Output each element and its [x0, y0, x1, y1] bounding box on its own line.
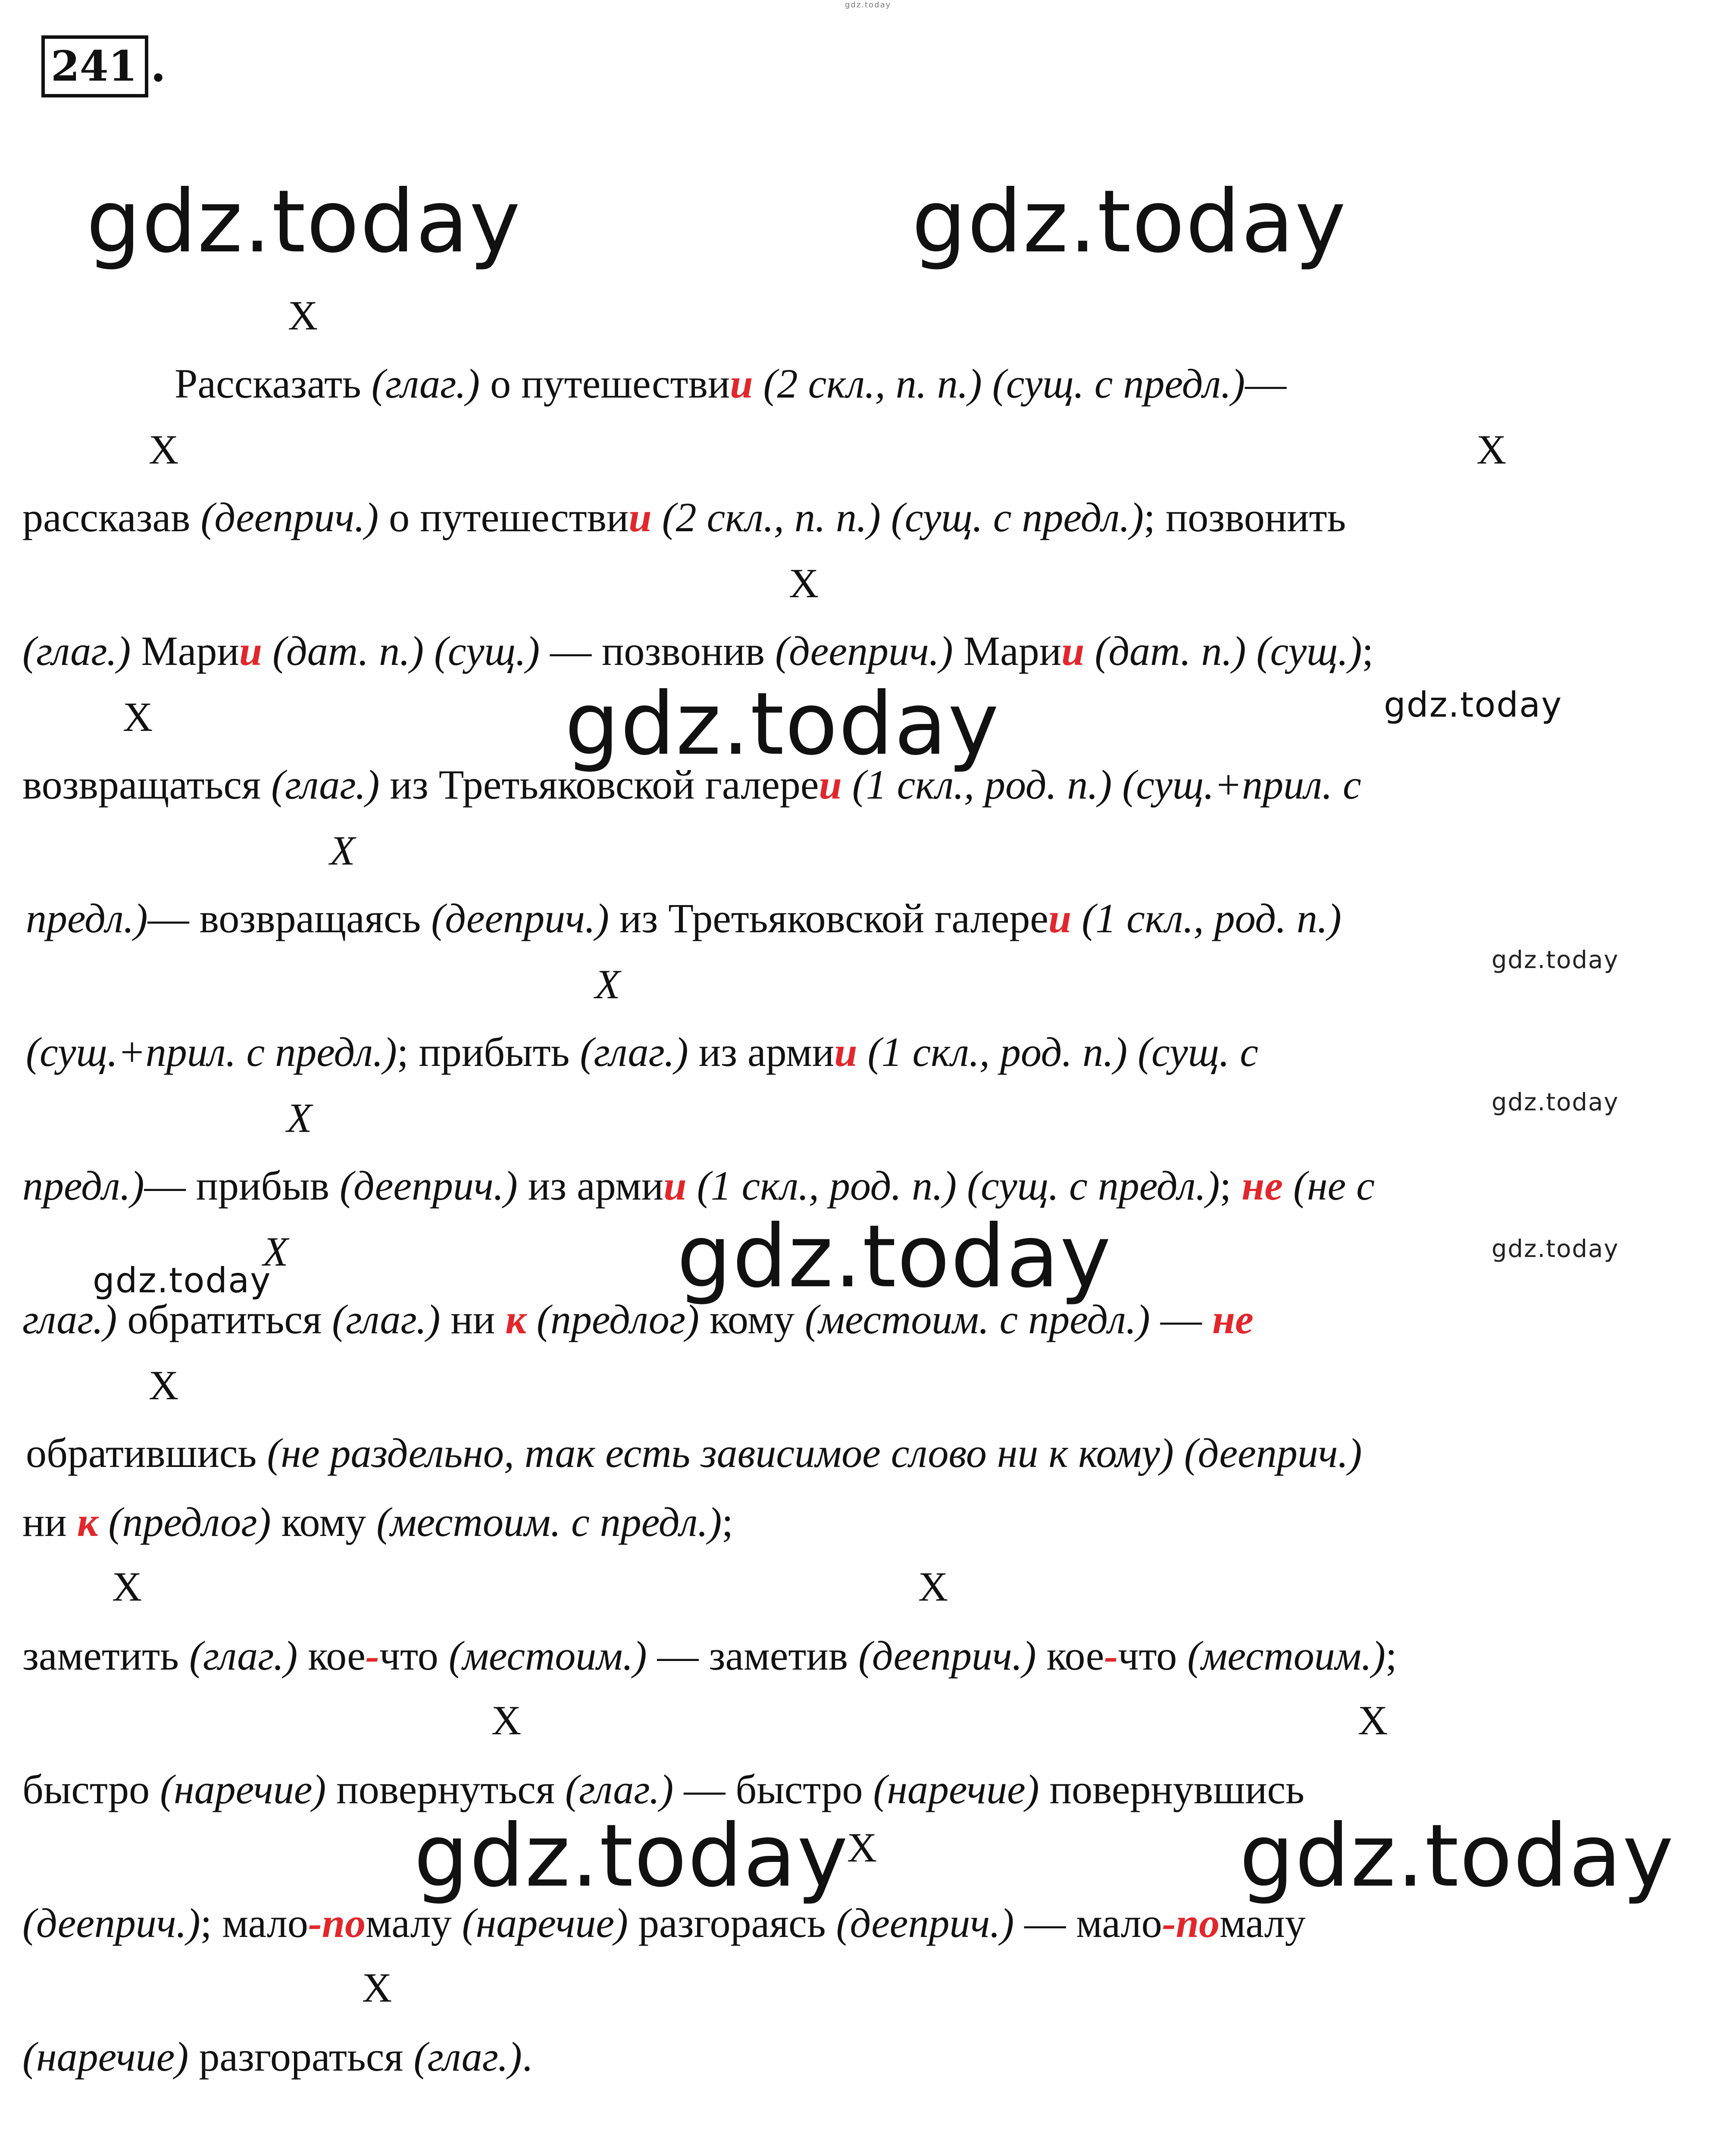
- cross-mark: X: [263, 1228, 288, 1275]
- text-line: [26, 1028, 1258, 1076]
- word-text: обратившись: [26, 1430, 267, 1476]
- grammar-note: глаг.): [22, 1296, 117, 1342]
- highlighted-letter: к: [77, 1499, 98, 1545]
- highlighted-letter: -: [1104, 1633, 1118, 1679]
- word-text: о путешестви: [378, 494, 629, 540]
- word-text: ни: [22, 1499, 77, 1545]
- cross-mark: X: [112, 1564, 142, 1610]
- grammar-note: (глаг.): [413, 2034, 522, 2080]
- highlighted-letter: и: [819, 761, 842, 808]
- highlighted-letter: к: [505, 1296, 526, 1342]
- grammar-note: (наречие): [462, 1900, 628, 1946]
- cross-mark: X: [491, 1697, 522, 1743]
- cross-mark: X: [789, 560, 819, 606]
- word-text: кому: [271, 1499, 377, 1545]
- grammar-note: (дееприч.): [340, 1163, 518, 1209]
- word-text: ; прибыть: [397, 1029, 580, 1075]
- cross-mark: X: [362, 1965, 392, 2011]
- word-text: ;: [1220, 1163, 1242, 1209]
- grammar-note: (1 скл., род. п.) (сущ.+прил. с: [841, 761, 1361, 808]
- word-text: Мари: [131, 628, 239, 674]
- watermark-small: gdz.today: [1492, 946, 1619, 974]
- word-text: Рассказать: [175, 360, 372, 407]
- word-text: малу: [366, 1900, 462, 1946]
- grammar-note: (1 скл., род. п.): [1071, 895, 1342, 941]
- grammar-note: (предлог): [526, 1296, 700, 1342]
- highlighted-letter: -по: [308, 1900, 366, 1946]
- watermark-large: gdz.today: [86, 172, 522, 272]
- text-line: [22, 494, 1346, 541]
- word-text: — возвращаясь: [147, 895, 432, 941]
- highlighted-letter: и: [730, 360, 753, 407]
- text-line: [22, 1766, 1304, 1813]
- cross-mark: X: [149, 1362, 179, 1408]
- grammar-note: (наречие): [22, 2034, 189, 2080]
- word-text: — быстро: [673, 1766, 873, 1812]
- word-text: ;: [1362, 628, 1374, 674]
- watermark-top: gdz.today: [845, 0, 891, 9]
- watermark-small: gdz.today: [1492, 1088, 1619, 1116]
- word-text: кое: [1036, 1633, 1104, 1679]
- text-line: [26, 895, 1342, 942]
- word-text: что: [379, 1633, 449, 1679]
- watermark-large: gdz.today: [1239, 1806, 1675, 1906]
- text-line: [22, 1296, 1254, 1343]
- exercise-number: 241: [41, 35, 148, 97]
- cross-mark: X: [918, 1564, 948, 1610]
- grammar-note: (наречие): [160, 1766, 326, 1812]
- cross-mark: X: [287, 1095, 312, 1141]
- highlighted-letter: и: [1048, 895, 1072, 941]
- word-text: ни: [440, 1296, 506, 1342]
- grammar-note: (не раздельно, так есть зависимое слово ни к кому) (дееприч.): [267, 1430, 1362, 1476]
- grammar-note: (местоим.): [1187, 1633, 1385, 1679]
- word-text: рассказав: [22, 494, 201, 540]
- watermark-medium: gdz.today: [93, 1260, 272, 1300]
- grammar-note: (дат. п.) (сущ.): [1084, 628, 1362, 674]
- grammar-note: (дееприч.): [775, 628, 953, 674]
- highlighted-letter: и: [663, 1163, 687, 1209]
- word-text: — заметив: [647, 1633, 859, 1679]
- word-text: — позвонив: [540, 628, 776, 674]
- grammar-note: (глаг.): [371, 360, 480, 407]
- word-text: кое: [297, 1633, 366, 1679]
- text-line: [22, 2033, 532, 2081]
- grammar-note: (наречие): [873, 1766, 1039, 1812]
- word-text: из Третьяковской галере: [379, 761, 819, 808]
- cross-mark: X: [1358, 1697, 1388, 1743]
- text-line: [22, 1632, 1397, 1680]
- grammar-note: (местоим. с предл.): [376, 1499, 722, 1545]
- cross-mark: X: [1476, 426, 1507, 473]
- cross-mark: X: [123, 694, 153, 740]
- cross-mark: X: [847, 1824, 877, 1871]
- word-text: о путешестви: [480, 360, 730, 407]
- grammar-note: (глаг.): [565, 1766, 674, 1812]
- grammar-note: (предлог): [98, 1499, 271, 1545]
- highlighted-letter: и: [629, 494, 652, 540]
- highlighted-letter: -: [365, 1633, 379, 1679]
- word-text: что: [1118, 1633, 1188, 1679]
- text-line: [22, 761, 1361, 808]
- word-text: обратиться: [117, 1296, 332, 1342]
- watermark-large: gdz.today: [565, 674, 1000, 774]
- word-text: повернувшись: [1039, 1766, 1304, 1812]
- grammar-note: (2 скл., п. п.) (сущ. с предл.): [651, 494, 1144, 540]
- grammar-note: (1 скл., род. п.) (сущ. с: [857, 1029, 1258, 1075]
- word-text: разгораться: [188, 2034, 414, 2080]
- word-text: из Третьяковской галере: [609, 895, 1048, 941]
- grammar-note: предл.): [22, 1163, 144, 1209]
- grammar-note: (дееприч.): [200, 494, 379, 540]
- word-text: ; мало: [200, 1900, 308, 1946]
- word-text: разгораясь: [628, 1900, 836, 1946]
- highlighted-letter: -по: [1162, 1900, 1220, 1946]
- watermark-large: gdz.today: [677, 1206, 1112, 1307]
- watermark-medium: gdz.today: [1384, 685, 1563, 725]
- text-line: [22, 1162, 1375, 1210]
- grammar-note: (2 скл., п. п.) (сущ. с предл.): [753, 360, 1245, 407]
- grammar-note: (сущ.+прил. с предл.): [26, 1029, 397, 1075]
- watermark-large: gdz.today: [414, 1806, 849, 1906]
- highlighted-letter: не: [1212, 1296, 1254, 1342]
- text-line: [175, 360, 1286, 407]
- grammar-note: (не с: [1283, 1163, 1375, 1209]
- cross-mark: X: [330, 827, 355, 874]
- word-text: —: [1245, 360, 1287, 407]
- grammar-note: (дееприч.): [836, 1900, 1014, 1946]
- grammar-note: (дееприч.): [858, 1633, 1036, 1679]
- word-text: ;: [722, 1499, 733, 1545]
- grammar-note: (местоим.): [448, 1633, 647, 1679]
- grammar-note: (дееприч.): [22, 1900, 200, 1946]
- cross-mark: X: [288, 292, 318, 338]
- word-text: из арми: [517, 1163, 664, 1209]
- word-text: повернуться: [326, 1766, 566, 1812]
- word-text: —: [1150, 1296, 1212, 1342]
- grammar-note: (местоим. с предл.): [804, 1296, 1150, 1342]
- word-text: из арми: [688, 1029, 835, 1075]
- word-text: Мари: [953, 628, 1062, 674]
- word-text: — мало: [1014, 1900, 1162, 1946]
- word-text: кому: [699, 1296, 805, 1342]
- grammar-note: (1 скл., род. п.) (сущ. с предл.): [686, 1163, 1220, 1209]
- grammar-note: (глаг.): [22, 628, 131, 674]
- word-text: .: [522, 2034, 532, 2080]
- word-text: быстро: [22, 1766, 160, 1812]
- grammar-note: (глаг.): [189, 1633, 298, 1679]
- word-text: малу: [1220, 1900, 1306, 1946]
- cross-mark: X: [595, 961, 620, 1007]
- grammar-note: (глаг.): [271, 761, 380, 808]
- word-text: заметить: [22, 1633, 189, 1679]
- highlighted-letter: и: [834, 1029, 857, 1075]
- word-text: возвращаться: [22, 761, 272, 808]
- cross-mark: X: [149, 426, 179, 473]
- exercise-number-dot: .: [152, 35, 165, 92]
- highlighted-letter: и: [1061, 628, 1085, 674]
- watermark-small: gdz.today: [1492, 1235, 1619, 1263]
- grammar-note: (глаг.): [332, 1296, 441, 1342]
- watermark-large: gdz.today: [912, 172, 1347, 272]
- grammar-note: (глаг.): [580, 1029, 688, 1075]
- grammar-note: (дат. п.) (сущ.): [262, 628, 540, 674]
- text-line: [22, 627, 1373, 675]
- word-text: ;: [1385, 1633, 1397, 1679]
- text-line: [26, 1429, 1362, 1477]
- text-line: [22, 1899, 1306, 1947]
- highlighted-letter: не: [1242, 1163, 1283, 1209]
- grammar-note: предл.): [26, 895, 148, 941]
- grammar-note: (дееприч.): [431, 895, 609, 941]
- text-line: [22, 1498, 733, 1546]
- word-text: — прибыв: [144, 1163, 340, 1209]
- word-text: ; позвонить: [1144, 494, 1346, 540]
- highlighted-letter: и: [239, 628, 263, 674]
